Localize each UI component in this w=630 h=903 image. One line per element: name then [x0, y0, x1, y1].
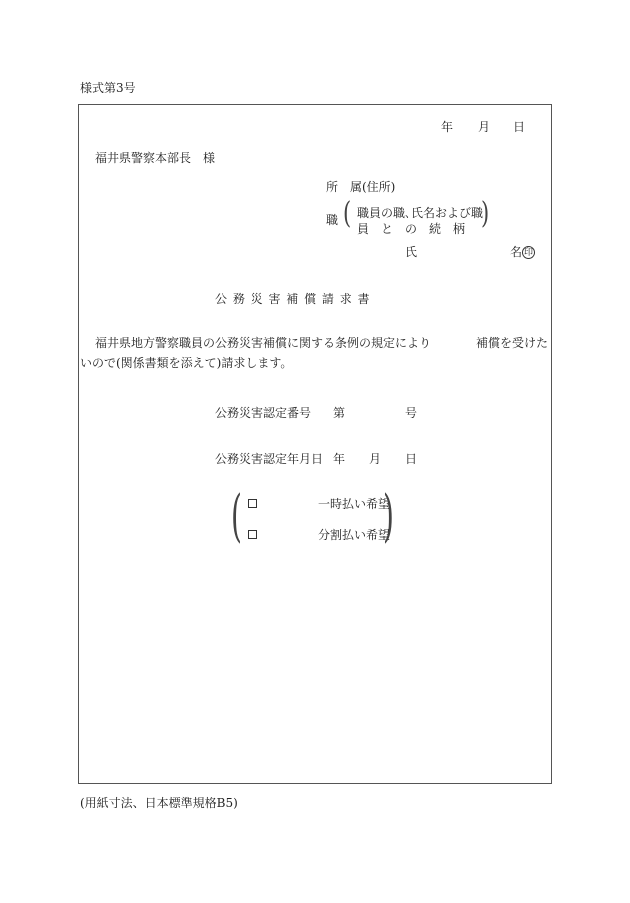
certification-number-label: 公務災害認定番号 — [215, 406, 312, 420]
certification-date-label: 公務災害認定年月日 — [215, 452, 324, 466]
addressee: 福井県警察本部長 様 — [95, 151, 216, 165]
title-line-2: 員 と の 続 柄 — [357, 222, 466, 236]
payment-right-brace: ) — [383, 484, 394, 549]
payment-option-1-label: 一時払い希望 — [318, 497, 391, 511]
certification-number-suffix: 号 — [405, 406, 418, 420]
title-right-brace: ) — [481, 196, 490, 231]
name-label-second: 名 — [510, 245, 523, 259]
title-label: 職 — [326, 213, 339, 227]
date-year-label: 年 — [441, 120, 454, 134]
certification-date-day: 日 — [405, 452, 418, 466]
date-month-label: 月 — [478, 120, 491, 134]
document-title: 公 務 災 害 補 償 請 求 書 — [215, 292, 371, 306]
affiliation-label: 所 属(住所) — [326, 180, 396, 194]
form-number: 様式第3号 — [80, 81, 136, 95]
body-line-1-part-2: 補償を受けた — [476, 336, 549, 350]
payment-option-1-checkbox[interactable] — [248, 499, 257, 508]
payment-option-2-label: 分割払い希望 — [318, 528, 391, 542]
seal-mark: 印 — [523, 248, 533, 258]
certification-number-prefix: 第 — [333, 406, 346, 420]
date-day-label: 日 — [513, 120, 526, 134]
paper-size-note: (用紙寸法、日本標準規格B5) — [80, 796, 238, 810]
payment-left-brace: ( — [231, 484, 242, 549]
body-line-1-part-1: 福井県地方警察職員の公務災害補償に関する条例の規定により — [95, 336, 432, 350]
name-label-first: 氏 — [405, 245, 418, 259]
body-line-2: いので(関係書類を添えて)請求します。 — [80, 356, 293, 370]
title-left-brace: ( — [343, 196, 352, 231]
payment-option-2-checkbox[interactable] — [248, 530, 257, 539]
title-line-1: 職員の職､氏名および職 — [357, 206, 484, 220]
certification-date-month: 月 — [369, 452, 382, 466]
certification-date-year: 年 — [333, 452, 346, 466]
